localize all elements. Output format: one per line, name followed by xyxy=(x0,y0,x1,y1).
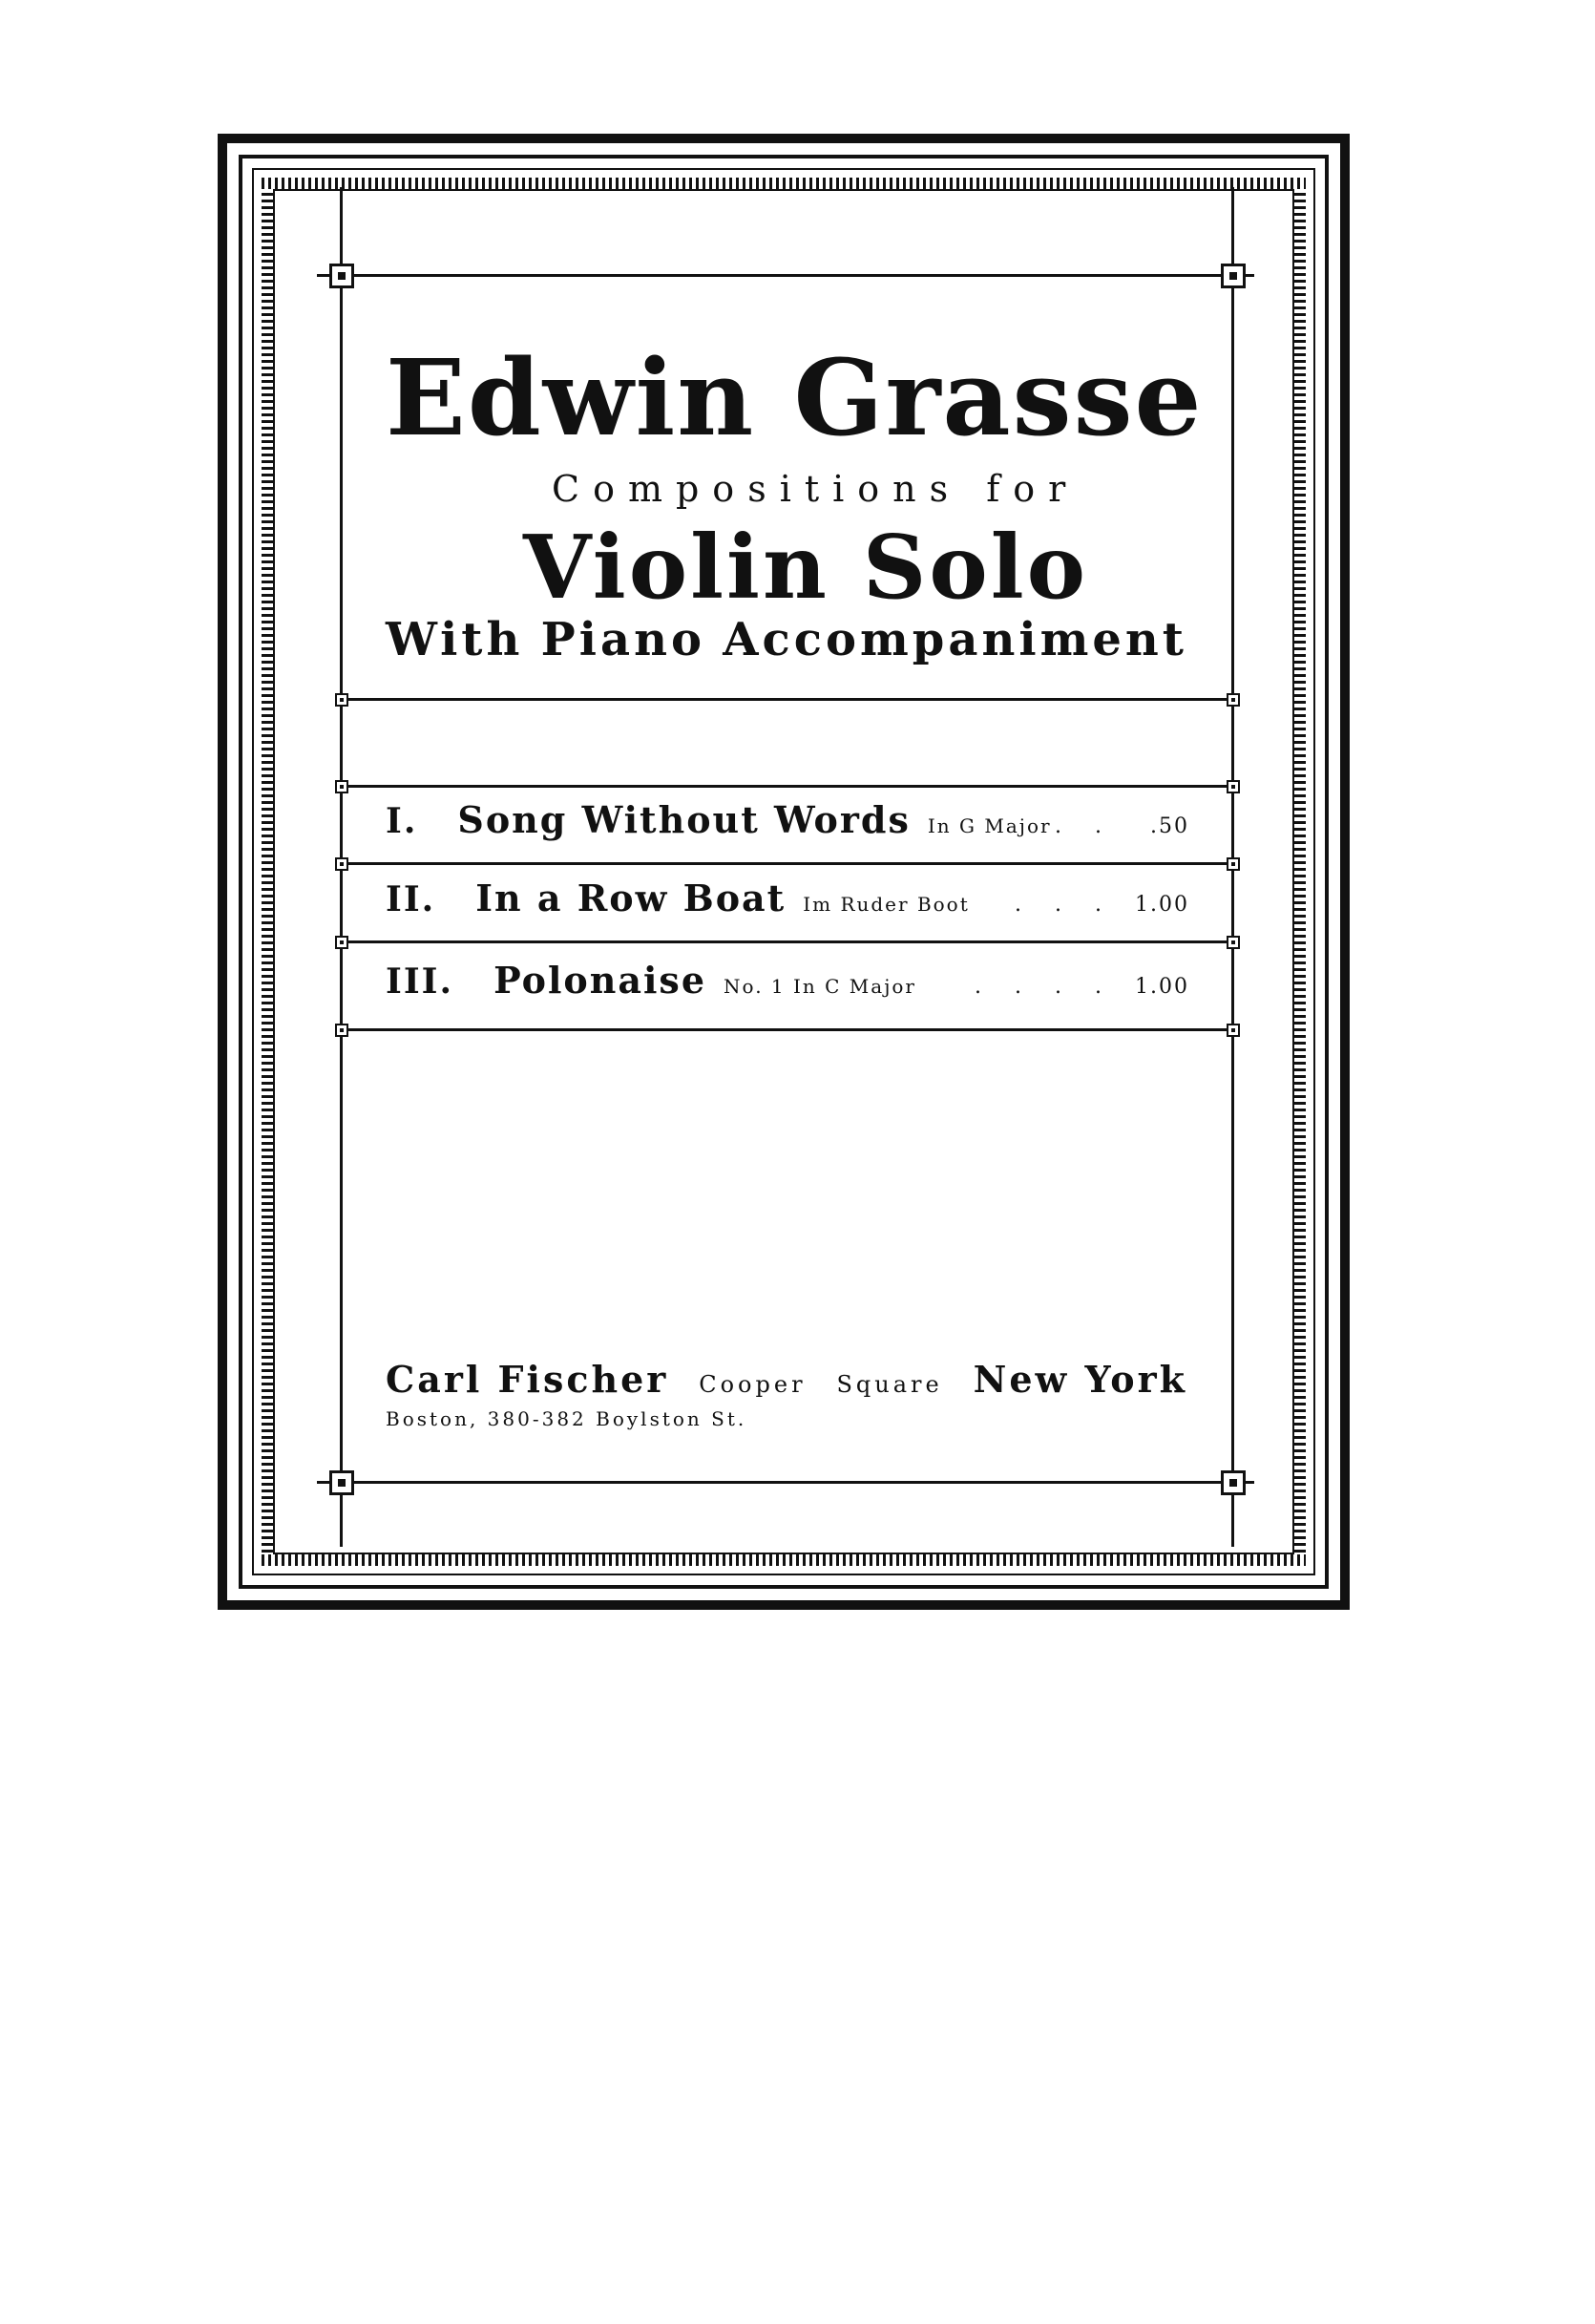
frame-bottom-line xyxy=(317,1481,1254,1484)
leader-dots: . . xyxy=(1055,814,1115,838)
divider-line-4 xyxy=(340,940,1234,943)
corner-ornament-top-right xyxy=(1221,264,1246,288)
accompaniment-word: Accompaniment xyxy=(723,613,1187,666)
joint-ornament xyxy=(335,693,348,707)
corner-ornament-bottom-left xyxy=(329,1470,354,1495)
work-title: Polonaise xyxy=(493,959,706,1002)
work-title: Violin Solo xyxy=(523,516,1089,619)
joint-ornament xyxy=(1227,857,1240,871)
joint-ornament xyxy=(1227,693,1240,707)
divider-line-3 xyxy=(340,862,1234,865)
corner-ornament-bottom-right xyxy=(1221,1470,1246,1495)
accompaniment-word: Piano xyxy=(540,613,705,666)
work-number: III. xyxy=(386,961,454,1002)
work-detail: Im Ruder Boot xyxy=(803,893,970,916)
joint-ornament xyxy=(335,780,348,793)
work-title: In a Row Boat xyxy=(475,877,787,919)
publisher-city: New York xyxy=(973,1358,1187,1401)
joint-ornament xyxy=(335,857,348,871)
subtitle: Compositions for xyxy=(552,468,1080,510)
joint-ornament xyxy=(1227,936,1240,949)
work-row-1 xyxy=(386,798,1189,856)
divider-line-2 xyxy=(340,785,1234,788)
leader-dots: . . . . xyxy=(975,975,1115,999)
divider-line-1 xyxy=(340,698,1234,701)
publisher-branch: Boston, 380-382 Boylston St. xyxy=(386,1407,747,1430)
work-price: 1.00 xyxy=(1135,893,1189,917)
work-number: II. xyxy=(386,879,436,919)
work-row-3 xyxy=(386,959,1189,1016)
work-number: I. xyxy=(386,801,418,841)
publisher-line xyxy=(386,1358,1187,1401)
publisher-square: Square xyxy=(836,1371,943,1398)
joint-ornament xyxy=(335,936,348,949)
accompaniment-word: With xyxy=(386,613,524,666)
publisher-name: Carl Fischer xyxy=(386,1358,669,1401)
corner-ornament-top-left xyxy=(329,264,354,288)
work-row-2 xyxy=(386,877,1189,934)
work-detail: In G Major xyxy=(927,814,1052,837)
accompaniment-line xyxy=(386,613,1187,666)
joint-ornament xyxy=(1227,780,1240,793)
joint-ornament xyxy=(335,1024,348,1037)
work-title: Song Without Words xyxy=(457,798,911,841)
frame-top-line xyxy=(317,274,1254,277)
work-price: .50 xyxy=(1150,814,1189,838)
divider-line-5 xyxy=(340,1028,1234,1031)
work-price: 1.00 xyxy=(1135,975,1189,999)
composer-name: Edwin Grasse xyxy=(386,336,1204,459)
leader-dots: . . . xyxy=(1015,893,1115,917)
publisher-street: Cooper xyxy=(699,1371,807,1398)
work-detail: No. 1 In C Major xyxy=(724,975,916,998)
joint-ornament xyxy=(1227,1024,1240,1037)
